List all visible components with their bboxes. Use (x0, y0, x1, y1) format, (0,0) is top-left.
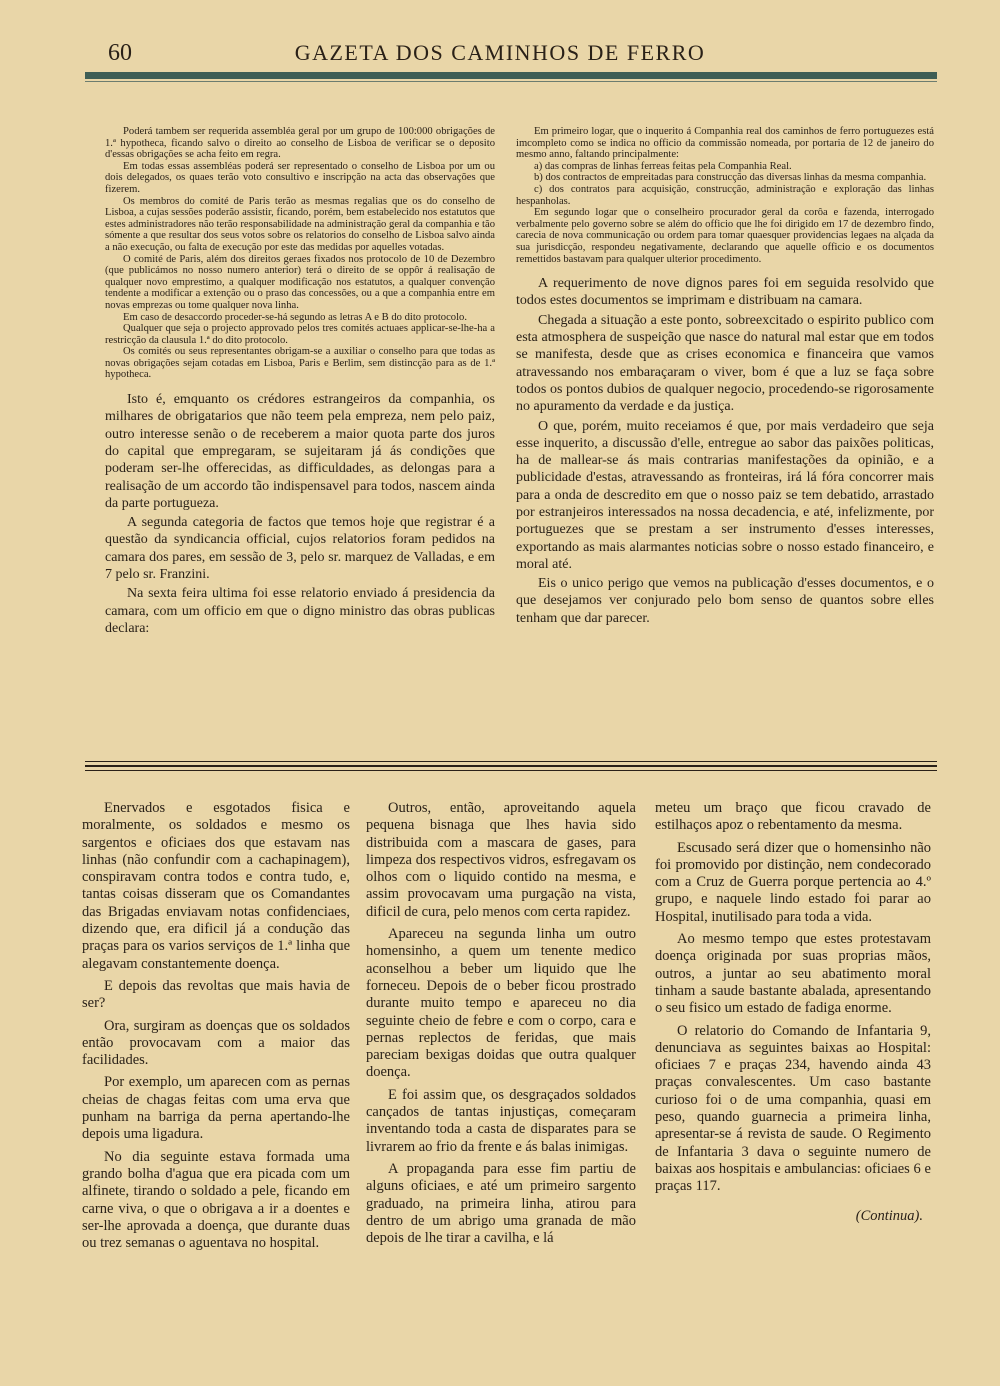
section-rule (85, 765, 937, 767)
paragraph: b) dos contractos de empreitadas para construcção das diversas linhas da mesma companhia. (534, 172, 927, 184)
section-rule (85, 761, 937, 762)
paragraph: c) dos contratos para acquisição, construcção, administração e exploração das linhas hespanholas. (516, 183, 934, 207)
top-right-column (516, 126, 934, 629)
paragraph: A propaganda para esse fim partiu de alguns oficiaes, e até um primeiro sargento graduado, na primeira linha, atirou para dentro de um abrigo uma granada de mão depois de lhe tirar a cavilha, e lá (366, 1160, 636, 1247)
paragraph: Em segundo logar que o conselheiro procurador geral da corôa e fazenda, interrogado verbalmente pelo governo sobre se além do officio que lhe foi dirigido em 17 de dezembro findo, carecia de nova communicação ou ordem para tomar quaesquer providencias legaes na alçada da sua jurisdicção, respondeu negativamente, declarando que aquelle officio e os documentos remettidos bastavam para qualquer ulterior procedimento. (516, 207, 934, 265)
paragraph: Escusado será dizer que o homensinho não foi promovido por distinção, nem condecorado com a Cruz de Guerra porque pertencia ao 4.º grupo, e naquele lindo estado foi parar ao Hospital, inutilisado para toda a vida. (655, 839, 931, 925)
paragraph: O que, porém, muito receiamos é que, por mais verdadeiro que seja esse inquerito, a discussão d'elle, entregue ao sabor das paixões politicas, ha de mallear-se ás mais contrarias manifestações da opinião, e a publicidade d'estas, atravessando as fronteiras, irá lá fóra concorrer mais para a onda de descredito em que o nosso paiz se tem debatido, arrastado por estranjeiros interessados na nossa decadencia, e até, infelizmente, por portuguezes que se prestam a ser instrumento d'esses interesses, exportando as mais alarmantes noticias sobre o nosso estado financeiro, e moral até. (516, 418, 934, 572)
paragraph: Eis o unico perigo que vemos na publicação d'esses documentos, e o que desejamos ver conjurado pelo bom senso de quantos sobre elles tenham que dar parecer. (516, 576, 934, 626)
paragraph: Isto é, emquanto os crédores estrangeiros da companhia, os milhares de obrigatarios que não teem pela empreza, nem pelo paiz, outro interesse senão o de receberem a maior quota parte dos juros do capital que empregaram, se sujeitaram já ás condições que poderam ser-lhe offerecidas, as difficuldades, as delongas para a realisação de um accordo tão indispensavel para todos, nascem ainda da parte portugueza. (105, 392, 495, 511)
paragraph: Chegada a situação a este ponto, sobreexcitado o espirito publico com esta atmosphera de suspeição que nasce do natural mal estar que em todos se manifesta, desde que as crises economica e financeira que vamos atravessando nos embaraçaram o viver, bom é que a luz se faça sobre todos os pontos dubios de qualquer negocio, procedendo-se rigorosamente no apuramento da verdade e da justiça. (516, 312, 934, 415)
paragraph: Qualquer que seja o projecto approvado pelos tres comités actuaes applicar-se-lhe-ha a restricção da clausula 1.ª do dito protocolo. (105, 323, 495, 346)
paragraph: No dia seguinte estava formada uma grando bolha d'agua que era picada com um alfinete, tirando o soldado a pele, ficando em carne viva, o que o obrigava a ir a doentes e ser-lhe aprovada a doença, que durante duas ou trez semanas o aguentava no hospital. (82, 1148, 350, 1252)
paragraph: Outros, então, aproveitando aquela pequena bisnaga que lhes havia sido distribuida com a mascara de gases, para limpeza dos respectivos vidros, esfregavam os olhos com o liquido contido na mesma, e assim provocavam uma purgação na vista, dificil de cura, pelo menos com certa rapidez. (366, 800, 636, 920)
continued-marker: (Continua). (855, 1207, 923, 1224)
bottom-column-1 (82, 800, 350, 1257)
top-right-body (516, 275, 934, 627)
paragraph: meteu um braço que ficou cravado de estilhaços apoz o rebentamento da mesma. (655, 800, 931, 834)
page-number: 60 (108, 40, 132, 66)
paragraph: Ora, surgiram as doenças que os soldados então provocavam com a maior das facilidades. (82, 1017, 350, 1069)
paragraph: Ao mesmo tempo que estes protestavam doença originada por suas proprias mãos, outros, a juntar ao seu abatimento moral tinham a saude bastante abalada, apresentando o seu fisico um estado de fadiga enorme. (655, 931, 931, 1017)
section-rule (85, 770, 937, 771)
paragraph: Os membros do comité de Paris terão as mesmas regalias que os do conselho de Lisboa, a cujas sessões poderão assistir, ficando, porém, bem estabelecido nos estatutos que estes administradores não terão responsabilidade na administração geral da companhia e tão sómente a que resultar dos seus votos sobre os relatorios do conselho de Lisboa salvo ainda a não execução, ou falta de execução por este das medidas por aquelles votadas. (105, 195, 495, 253)
paragraph: E foi assim que, os desgraçados soldados cançados de tantas injustiças, começaram inventando toda a casta de disparates para se livrarem ao frio da frente e ás balas inimigas. (366, 1086, 636, 1155)
paragraph: Em caso de desaccordo proceder-se-há segundo as letras A e B do dito protocolo. (123, 311, 467, 323)
paragraph: Por exemplo, um aparecen com as pernas cheias de chagas feitas com uma erva que punham na barriga da perna apertando-lhe depois uma ligadura. (82, 1074, 350, 1143)
header-rule (85, 72, 937, 79)
paragraph: O relatorio do Comando de Infantaria 9, denunciava as seguintes baixas ao Hospital: oficiaes 7 e praças 234, havendo ainda 43 praças convalescentes. Um caso bastante curioso foi o de uma companhia, quasi em peso, quando guarnecia a primeira linha, apresentar-se á revista de saude. O Regimento de Infantaria 3 dava o seguinte numero de baixas aos hospitais e ambulancias: oficiaes 6 e praças 117. (655, 1022, 931, 1195)
paragraph: Enervados e esgotados fisica e moralmente, os soldados e mesmo os sargentos e oficiaes dos que estavam nas linhas (não confundir com a cachapinagem), conspiravam contra todos e contra tudo, e, tantas coisas disseram que os Comandantes das Brigadas enviavam notas confidenciaes, dizendo que, era dificil já a condução das praças para os varios serviços de 1.ª linha que alegavam constantemente doença. (82, 800, 350, 972)
top-right-quoted-block (516, 126, 934, 265)
paragraph: E depois das revoltas que mais havia de ser? (82, 977, 350, 1012)
paragraph: Os comités ou seus representantes obrigam-se a auxiliar o conselho para que todas as novas obrigações sejam cotadas em Lisboa, Paris e Berlim, sem distincção para as de 1.ª hypotheca. (105, 346, 495, 381)
bottom-column-2 (366, 800, 636, 1252)
paragraph: Em primeiro logar, que o inquerito á Companhia real dos caminhos de ferro portuguezes está imcompleto como se indica no officio da commissão nomeada, por portaria de 12 de janeiro do mesmo anno, faltando principalmente: (516, 126, 934, 161)
paragraph: O comité de Paris, além dos direitos geraes fixados nos protocolo de 10 de Dezembro (que publicámos no nosso numero anterior) terá o direito de se oppôr á realisação de qualquer novo emprestimo, a qualquer modificação nos estatutos, a qualquer convenção tendente a modificar a extenção ou o praso das concessões, ou a que a companhia entre em novas emprezas ou tome qualquer nova linha. (105, 253, 495, 311)
top-left-column (105, 126, 495, 639)
paragraph: A segunda categoria de factos que temos hoje que registrar é a questão da syndicancia official, cujos relatorios foram pedidos na camara dos pares, em sessão de 3, pelo sr. marquez de Valladas, e em 7 pelo sr. Franzini. (105, 515, 495, 583)
top-left-quoted-block (105, 126, 495, 381)
header-rule-thin (85, 81, 937, 82)
paragraph: a) das compras de linhas ferreas feitas pela Companhia Real. (534, 160, 792, 172)
journal-title: GAZETA DOS CAMINHOS DE FERRO (294, 40, 706, 65)
top-left-body (105, 391, 495, 637)
paragraph: Apareceu na segunda linha um outro homensinho, a quem um tenente medico aconselhou a beber um liquido que lhe forneceu. Depois de o beber ficou prostrado durante muito tempo e apareceu no dia seguinte cheio de febre e com o corpo, cara e pernas replectos de feridas, que mais pareciam bexigas doidas que outra qualquer doença. (366, 926, 636, 1081)
paragraph: Na sexta feira ultima foi esse relatorio enviado á presidencia da camara, com um officio em que o digno ministro das obras publicas declara: (105, 586, 495, 636)
bottom-column-3 (655, 800, 931, 1225)
paragraph: A requerimento de nove dignos pares foi em seguida resolvido que todos estes documentos se imprimam e distribuam na camara. (516, 276, 934, 309)
paragraph: Poderá tambem ser requerida assembléa geral por um grupo de 100:000 obrigações de 1.ª hypotheca, ficando salvo o direito ao conselho de Lisboa de verificar se o deposito d'essas obrigações se acha feito em regra. (105, 126, 495, 161)
paragraph: Em todas essas assembléas poderá ser representado o conselho de Lisboa por um ou dois delegados, os quaes terão voto consultivo e inscripção na acta das observações que fizerem. (105, 160, 495, 195)
